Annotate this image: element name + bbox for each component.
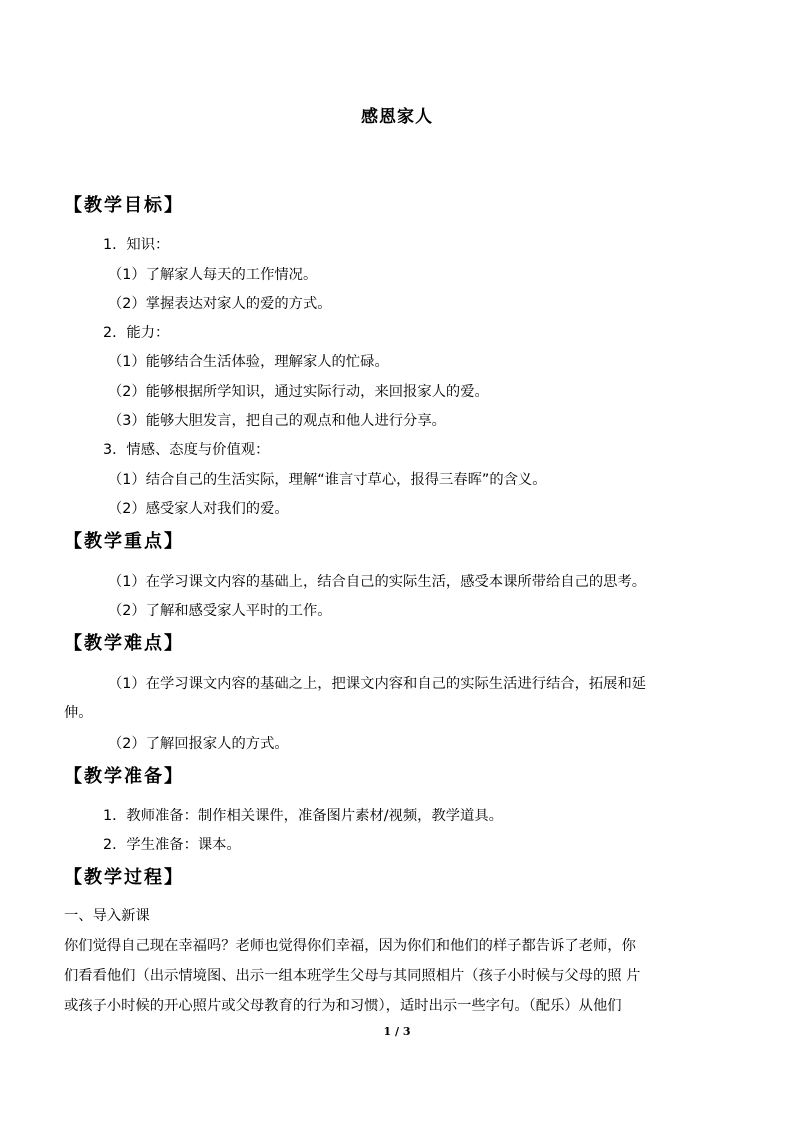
objective-line: （1）能够结合生活体验，理解家人的忙碌。 <box>108 354 389 370</box>
process-section-title: 一、导入新课 <box>64 908 150 924</box>
objective-line: （3）能够大胆发言，把自己的观点和他人进行分享。 <box>108 413 446 429</box>
objective-line: （1）了解家人每天的工作情况。 <box>108 267 318 283</box>
objective-line: （2）掌握表达对家人的爱的方式。 <box>108 296 332 312</box>
difficulty-line: （2）了解回报家人的方式。 <box>108 736 289 752</box>
preparation-line: 2．学生准备：课本。 <box>103 837 241 853</box>
process-paragraph-line: 们看看他们（出示情境图、出示一组本班学生父母与其同照相片（孩子小时候与父母的照 片 <box>64 968 641 984</box>
objective-line: 2．能力： <box>103 325 170 341</box>
objective-line: （1）结合自己的生活实际，理解“谁言寸草心，报得三春晖”的含义。 <box>108 472 547 488</box>
page-number: 1 / 3 <box>383 1025 411 1038</box>
difficulty-line: （1）在学习课文内容的基础之上，把课文内容和自己的实际生活进行结合，拓展和延 <box>108 676 647 692</box>
objective-line: （2）感受家人对我们的爱。 <box>108 501 289 517</box>
objective-line: 1．知识： <box>103 237 170 253</box>
process-paragraph-line: 你们觉得自己现在幸福吗？老师也觉得你们幸福，因为你们和他们的样子都告诉了老师，你 <box>64 938 636 954</box>
difficulty-line: 伸。 <box>64 705 93 721</box>
heading-key-points: 【教学重点】 <box>64 531 184 552</box>
heading-objectives: 【教学目标】 <box>64 195 184 216</box>
heading-preparation: 【教学准备】 <box>64 766 184 787</box>
objective-line: 3．情感、态度与价值观： <box>103 442 270 458</box>
key-point-line: （1）在学习课文内容的基础上，结合自己的实际生活，感受本课所带给自己的思考。 <box>108 574 647 590</box>
process-paragraph-line: 或孩子小时候的开心照片或父母教育的行为和习惯），适时出示一些字句。（配乐）从他们 <box>64 998 622 1014</box>
key-point-line: （2）了解和感受家人平时的工作。 <box>108 603 332 619</box>
heading-process: 【教学过程】 <box>64 867 184 888</box>
heading-difficulties: 【教学难点】 <box>64 633 184 654</box>
objective-line: （2）能够根据所学知识，通过实际行动，来回报家人的爱。 <box>108 384 489 400</box>
document-title: 感恩家人 <box>361 107 433 127</box>
preparation-line: 1．教师准备：制作相关课件，准备图片素材/视频，教学道具。 <box>103 808 503 824</box>
